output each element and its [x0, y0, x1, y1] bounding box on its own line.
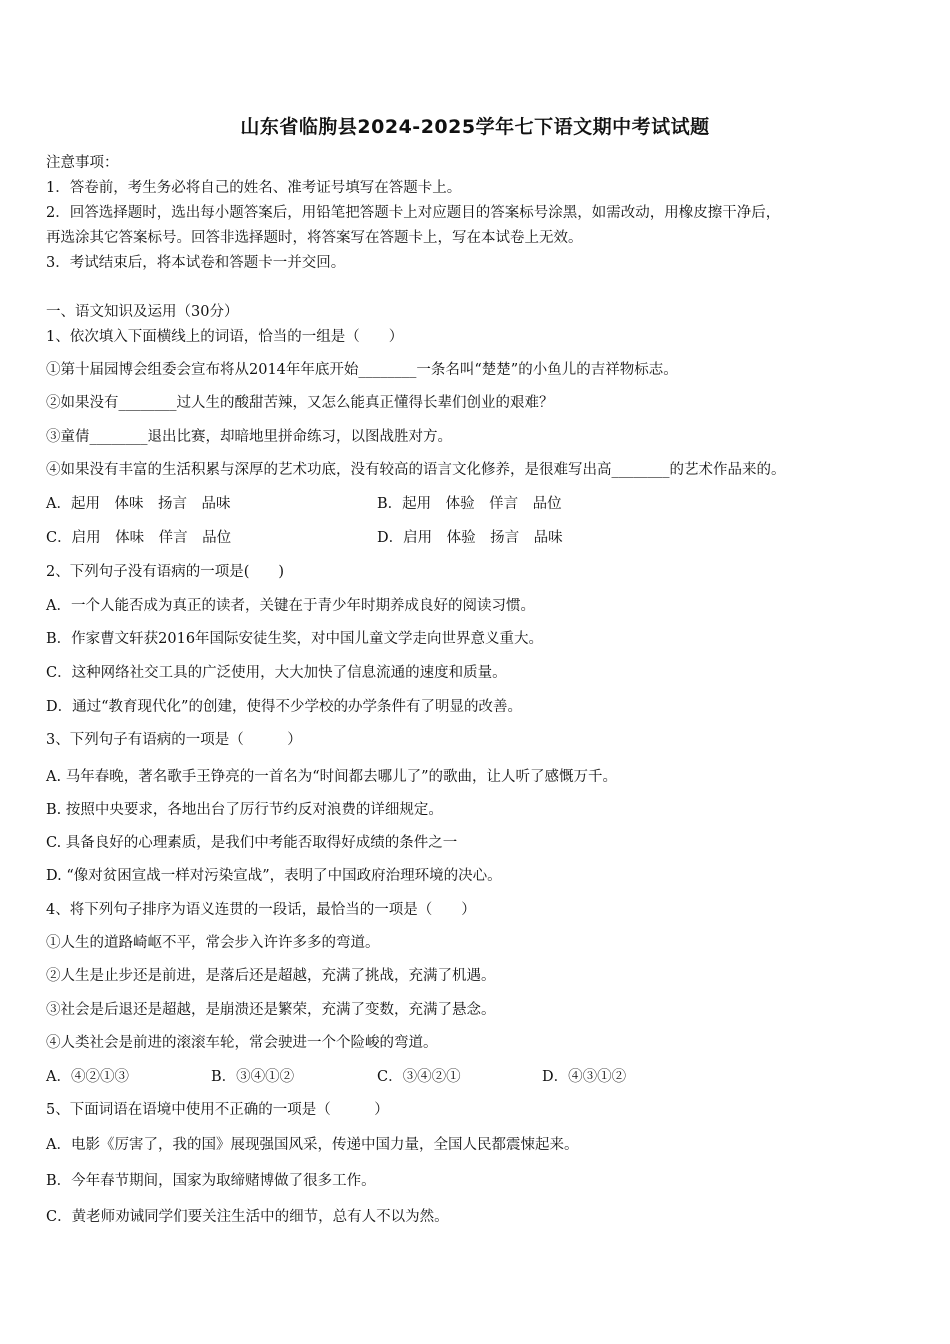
q1-sentence-3: ③童倩________退出比赛，却暗地里拼命练习，以图战胜对方。 — [46, 429, 452, 445]
q4-option-c: C．③④②① — [377, 1069, 461, 1085]
q1-sentence-4: ④如果没有丰富的生活积累与深厚的艺术功底，没有较高的语言文化修养，是很难写出高________的艺术作品来的。 — [46, 462, 786, 478]
q4-sentence-3: ③社会是后退还是超越，是崩溃还是繁荣，充满了变数，充满了悬念。 — [46, 1002, 496, 1018]
q4-sentence-4: ④人类社会是前进的滚滚车轮，常会驶进一个个险峻的弯道。 — [46, 1035, 438, 1051]
q4-stem: 4、将下列句子排序为语义连贯的一段话，最恰当的一项是（ ） — [46, 902, 476, 918]
q4-option-a: A．④②①③ — [46, 1069, 129, 1085]
q2-option-c: C．这种网络社交工具的广泛使用，大大加快了信息流通的速度和质量。 — [46, 665, 507, 681]
q2-stem: 2、下列句子没有语病的一项是( ) — [46, 564, 285, 580]
q3-option-a: A. 马年春晚，著名歌手王铮亮的一首名为“时间都去哪儿了”的歌曲，让人听了感慨万千。 — [46, 769, 618, 785]
q1-sentence-2: ②如果没有________过人生的酸甜苦辣，又怎么能真正懂得长辈们创业的艰难？ — [46, 395, 554, 411]
q3-option-c: C. 具备良好的心理素质，是我们中考能否取得好成绩的条件之一 — [46, 835, 458, 851]
q1-option-b: B．起用 体验 佯言 品位 — [377, 496, 562, 512]
q1-option-d: D．启用 体验 扬言 品味 — [377, 530, 563, 546]
q4-option-d: D．④③①② — [542, 1069, 627, 1085]
q3-option-b: B. 按照中央要求，各地出台了厉行节约反对浪费的详细规定。 — [46, 802, 443, 818]
page-title: 山东省临朐县2024-2025学年七下语文期中考试试题 — [240, 116, 710, 138]
q3-option-d: D. “像对贫困宣战一样对污染宣战”，表明了中国政府治理环境的决心。 — [46, 868, 502, 884]
q5-option-c: C．黄老师劝诫同学们要关注生活中的细节，总有人不以为然。 — [46, 1209, 449, 1225]
q4-sentence-1: ①人生的道路崎岖不平，常会步入许许多多的弯道。 — [46, 935, 380, 951]
q5-option-a: A．电影《厉害了，我的国》展现强国风采，传递中国力量，全国人民都震悚起来。 — [46, 1137, 579, 1153]
q1-stem: 1、依次填入下面横线上的词语，恰当的一组是（ ） — [46, 329, 404, 345]
notice-item-2: 2．回答选择题时，选出每小题答案后，用铅笔把答题卡上对应题目的答案标号涂黑，如需改动，用橡皮擦干净后， — [46, 205, 781, 221]
notice-item-2-cont: 再选涂其它答案标号。回答非选择题时，将答案写在答题卡上，写在本试卷上无效。 — [46, 230, 583, 246]
q1-sentence-1: ①第十届园博会组委会宣布将从2014年年底开始________一条名叫“楚楚”的小鱼儿的吉祥物标志。 — [46, 362, 678, 378]
q1-option-a: A．起用 体味 扬言 品味 — [46, 496, 231, 512]
q1-option-c: C．启用 体味 佯言 品位 — [46, 530, 232, 546]
notice-heading: 注意事项： — [46, 155, 119, 171]
q5-option-b: B．今年春节期间，国家为取缔赌博做了很多工作。 — [46, 1173, 376, 1189]
q4-option-b: B．③④①② — [211, 1069, 295, 1085]
q4-sentence-2: ②人生是止步还是前进，是落后还是超越，充满了挑战，充满了机遇。 — [46, 968, 496, 984]
q2-option-d: D．通过“教育现代化”的创建，使得不少学校的办学条件有了明显的改善。 — [46, 699, 522, 715]
section-heading: 一、语文知识及运用（30分） — [46, 304, 239, 320]
q2-option-b: B．作家曹文轩获2016年国际安徒生奖，对中国儿童文学走向世界意义重大。 — [46, 631, 544, 647]
q2-option-a: A．一个人能否成为真正的读者，关键在于青少年时期养成良好的阅读习惯。 — [46, 598, 535, 614]
q5-stem: 5、下面词语在语境中使用不正确的一项是（ ） — [46, 1102, 389, 1118]
notice-item-3: 3．考试结束后，将本试卷和答题卡一并交回。 — [46, 255, 346, 271]
notice-item-1: 1．答卷前，考生务必将自己的姓名、准考证号填写在答题卡上。 — [46, 180, 462, 196]
q3-stem: 3、下列句子有语病的一项是（ ） — [46, 732, 302, 748]
